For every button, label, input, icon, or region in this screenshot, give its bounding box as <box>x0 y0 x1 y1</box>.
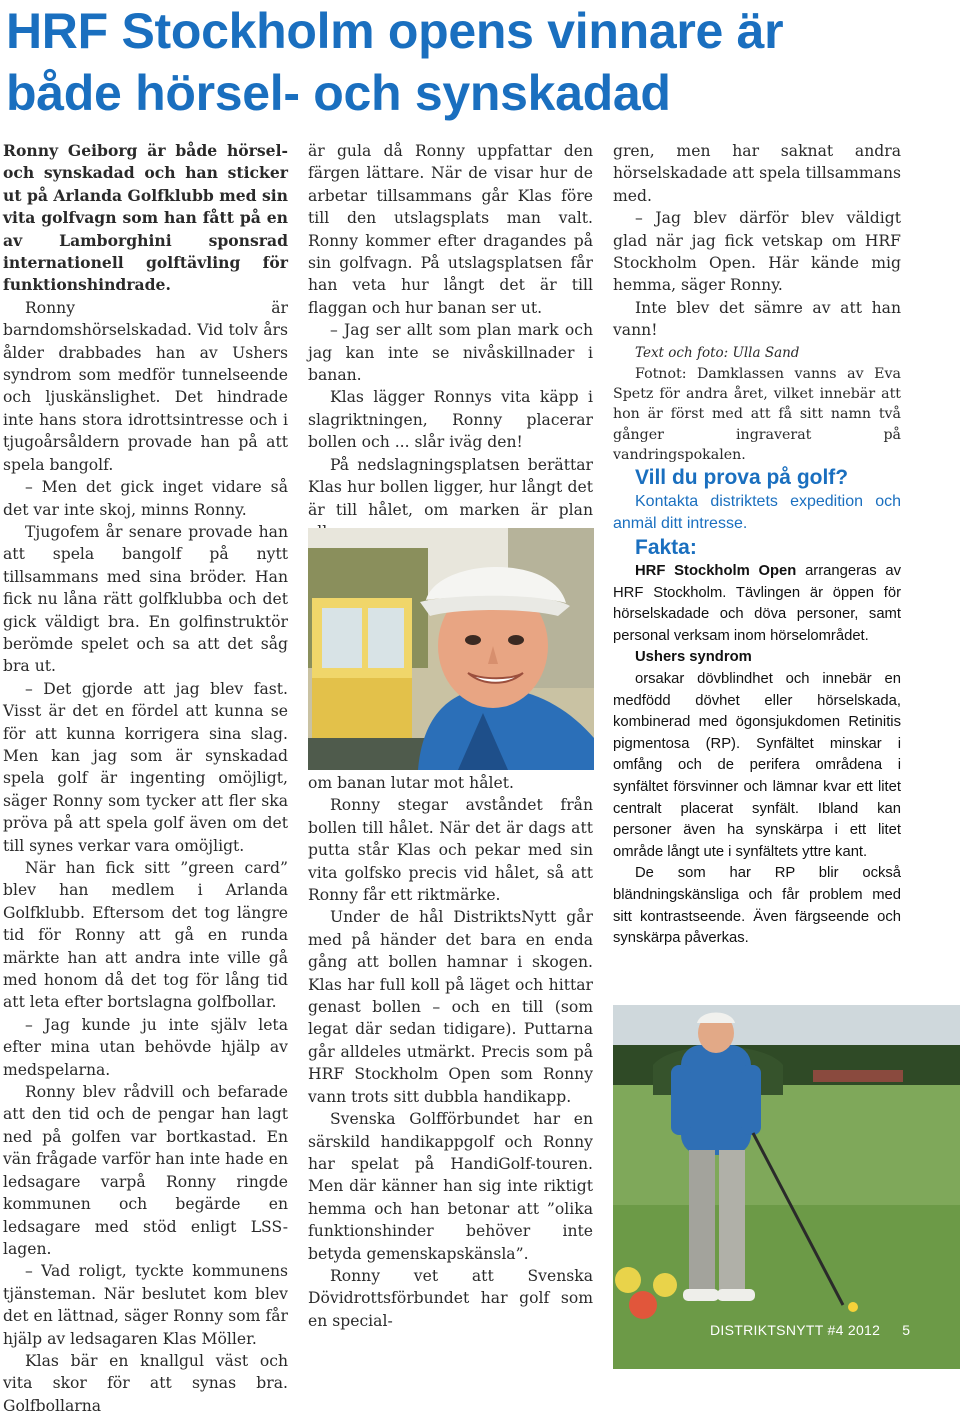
body-paragraph: Ronny blev rådvill och befarade att den tid och de pengar han lagt ned på golfen var bortkastad. En vän frågade varför han inte hade en ledsagare varpå Ronny ringde kommunen och begärde en ledsagare med stöd enligt LSS-lagen. <box>3 1083 288 1258</box>
body-paragraph: – Men det gick inget vidare så det var inte skoj, minns Ronny. <box>3 478 288 519</box>
body-paragraph: – Jag blev därför blev väldigt glad när jag fick vetskap om HRF Stockholm Open. Här kände mig hemma, säger Ronny. <box>613 209 901 295</box>
promo-heading: Vill du prova på golf? <box>635 466 849 490</box>
body-paragraph: – Vad roligt, tyckte kommunens tjänsteman. När beslutet kom blev det en lättnad, säger Ronny som får hjälp av ledsagaren Klas Möller. <box>3 1262 288 1348</box>
body-paragraph: Ronny är barndomshörselskadad. Vid tolv års ålder drabbades han av Ushers syndrom som medför tunnelseende och ljuskänslighet. Det hindrade inte hans stora idrottsintresse och i tjugoårsåldern provade han på att spela bangolf. <box>3 298 288 474</box>
page-footer <box>710 1322 910 1338</box>
headline-line-2: både hörsel- och synskadad <box>6 65 671 121</box>
promo-text: Kontakta distriktets expedition och anmäl ditt intresse. <box>613 493 901 533</box>
body-paragraph: – Jag ser allt som plan mark och jag kan inte se nivåskillnader i banan. <box>308 321 593 385</box>
fakta-paragraph-2: orsakar dövblindhet och innebär en medfödd dövhet eller hörselskada, kombinerad med ögonsjukdomen Retinitis pigmentosa (RP). Synfältet minskar i omfång och de perifera områdena i synfältet försvinner och lämnar kvar ett litet centralt placerat synfält. Ibland kan personer även ha synskärpa i ett litet område långt ute i synfältets yttre kant. <box>613 671 901 860</box>
ronny-portrait-photo <box>308 528 594 770</box>
article-column-3 <box>613 140 901 950</box>
body-paragraph: Klas lägger Ronnys vita käpp i slagriktningen, Ronny placerar bollen och ... slår iväg den! <box>308 388 593 452</box>
fakta-text-hrf-open: arrangeras av HRF Stockholm. Tävlingen är öppen för hörselskadade och döva personer, samt personal verksam inom hörselområdet. <box>613 563 901 644</box>
body-paragraph: – Jag kunde ju inte själv leta efter mina utan behövde hjälp av medspelarna. <box>3 1015 288 1079</box>
fakta-paragraph-1 <box>613 561 901 647</box>
body-paragraph: Under de hål DistriktsNytt går med på händer det bara en enda gång att bollen hamnar i skogen. Klas har full koll på läget och hittar genast bollen – och en till (som legat där sedan tidigare). Puttarna går alldeles utmärkt. Precis som på HRF Stockholm Open som Ronny vann trots sitt dubbla handikapp. <box>308 908 593 1106</box>
body-paragraph: Ronny stegar avståndet från bollen till hålet. När det är dags att putta står Klas och pekar med sin vita golfsko precis vid hålet, så att Ronny får ett riktmärke. <box>308 796 593 905</box>
body-paragraph: På nedslagningsplatsen berättar Klas hur bollen ligger, hur långt det är till hålet, om marken är plan <box>308 455 593 519</box>
golf-putting-photo <box>613 1005 960 1369</box>
photo-credit: Text och foto: Ulla Sand <box>635 344 800 361</box>
body-paragraph: om banan lutar mot hålet. <box>308 774 514 792</box>
fakta-term-ushers <box>613 647 901 669</box>
body-paragraph: gren, men har saknat andra hörselskadade att spela tillsammans med. <box>613 142 901 205</box>
body-paragraph: När han fick sitt ”green card” blev han medlem i Arlanda Golfklubb. Eftersom det tog längre tid för Ronny att gå en runda märkte han att andra inte ville gå med honom då det tog för lång tid att leta efter bortslagna golfbollar. <box>3 859 288 1012</box>
headline-line-1: HRF Stockholm opens vinnare är <box>6 3 784 59</box>
body-paragraph: Ronny vet att Svenska Dövidrottsförbundet har golf som en special- <box>308 1266 593 1330</box>
body-paragraph: – Det gjorde att jag blev fast. Visst är det en fördel att kunna se för att kunna korrigera sina slag. Men kan jag som är synskadad spela golf är ingenting omöjligt, säger Ronny som tycker att fler ska pröva på att spela golf även om det till synes verkar vara omöjligt. <box>3 679 288 855</box>
golf-illustration <box>613 1005 960 1369</box>
body-paragraph: Klas bär en knallgul väst och vita skor för att synas bra. Golfbollarna <box>3 1351 288 1415</box>
fakta-term-hrf-open: HRF Stockholm Open <box>635 563 797 580</box>
article-column-2-continued <box>308 772 593 1332</box>
body-paragraph: Tjugofem år senare provade han att spela bangolf på nytt tillsammans med sina bröder. Han fick nu låna rätt golfklubba och det gick väldigt bra. En golfinstruktör berömde spelet och sa att det såg bra ut. <box>3 522 288 676</box>
body-paragraph: Svenska Golfförbundet har en särskild handikappgolf och Ronny har spelat på HandiGolf-touren. Men där känner han sig inte riktigt hemma och han betonar att ”olika funktionshinder behöver inte betyda gemenskapskänsla”. <box>308 1110 593 1263</box>
lead-paragraph: Ronny Geiborg är både hörsel- och synskadad och han sticker ut på Arlanda Golfklubb med sin vita golfvagn som han fått på en av Lamborghini sponsrad internationell golftävling för funktionshindrade. <box>3 141 288 295</box>
portrait-illustration <box>308 528 594 770</box>
publication-issue: DISTRIKTSNYTT #4 2012 <box>710 1322 881 1338</box>
fakta-term-ushers-label: Ushers syndrom <box>635 649 752 666</box>
fakta-paragraph-3: De som har RP blir också bländningskänsliga och får problem med sitt kontrastseende. Även färgseende och synskärpa påverkas. <box>613 865 901 947</box>
body-paragraph: Inte blev det sämre av att han vann! <box>613 298 901 340</box>
body-paragraph: är gula då Ronny uppfattar den färgen lättare. När de visar hur de arbetar tillsammans går Klas före till den utslagsplats man valt. Ronny kommer efter dragandes på sin golfvagn. På utslagsplatsen får han veta hur långt det är till flaggan och hur banan ser ut. <box>308 142 593 317</box>
footnote: Fotnot: Damklassen vanns av Eva Spetz för andra året, vilket innebär att hon är först med att få sitt namn två gånger ingraverat på vandringspokalen. <box>613 366 901 463</box>
article-column-2 <box>308 140 593 543</box>
page-number: 5 <box>902 1322 911 1338</box>
article-headline <box>6 0 956 124</box>
fakta-heading: Fakta: <box>635 536 697 560</box>
article-column-1 <box>3 140 288 1417</box>
